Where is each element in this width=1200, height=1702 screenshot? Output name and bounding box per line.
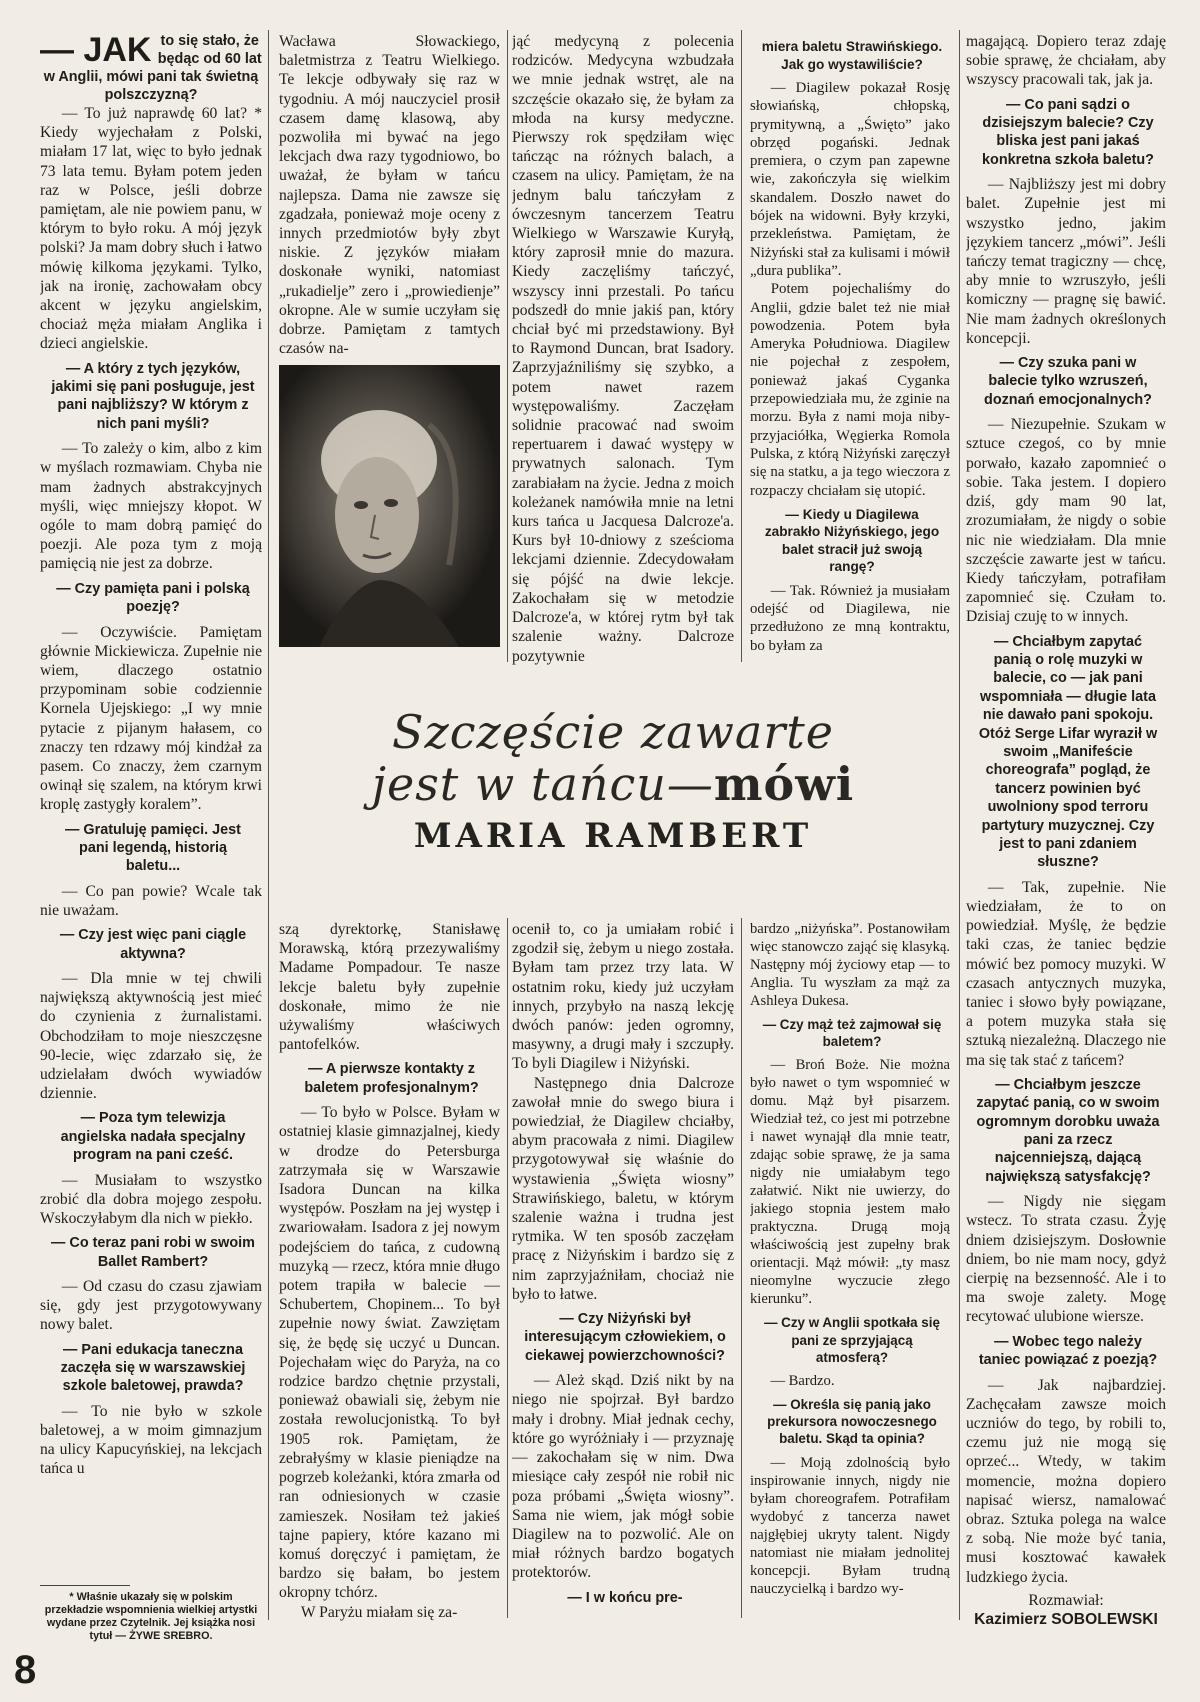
interview-answer: — Moją zdolnością było inspirowanie innych, nigdy nie byłam choreografem. Potrafiłam wydobyć z tancerza nawet najgłębiej ukryty talent. Nigdy natomiast nie miałam jednolitej koncepcji. Byłam trudną nauczycielką i bardzo wy-: [750, 1454, 950, 1597]
interview-question: — A który z tych języków, jakimi się pani posługuje, jest pani najbliższy? W którym z nich pani myśli?: [51, 360, 255, 432]
interview-answer: — Diagilew pokazał Rosję słowiańską, chłopską, prymitywną, a „Święto” jako obrzęd pogański. Jednak premiera, o czym pan zapewne wie, zakończyła się wielkim skandalem. Doszło nawet do bójek na widowni. Były krzyki, przekleństwa. Pamiętam, że Niżyński stał za kulisami i mówił „dura publika”.: [750, 80, 950, 279]
column-rule: [507, 918, 508, 1618]
page-number: 8: [14, 1648, 37, 1692]
footnote-rule: [40, 1585, 130, 1586]
headline: [268, 706, 958, 856]
headline-line-2: [268, 758, 958, 810]
column-5: [966, 32, 1166, 1692]
interviewer-name: Kazimierz SOBOLEWSKI: [974, 1610, 1158, 1628]
column-rule: [741, 30, 742, 662]
interview-question: — Chciałbym zapytać panią o rolę muzyki w balecie, co — jak pani wspomniała — długie lata nie dawało pani spokoju. Otóż Serge Lifar wyraził w swoim „Manifeście choreografa” pogląd, że tancerz powinien być uwolniony spod terroru partytury muzycznej. Czy jest to pani zdaniem słuszne?: [978, 633, 1158, 871]
headline-dash: —: [666, 757, 714, 811]
headline-said: mówi: [713, 757, 855, 811]
column-4: [750, 32, 950, 680]
lead-word: — JAK: [40, 32, 152, 69]
column-3: [512, 32, 734, 668]
interview-question: — Czy mąż też zajmował się baletem?: [762, 1017, 942, 1050]
headline-line-2-text: jest w tańcu: [371, 757, 667, 811]
column-rule: [741, 918, 742, 1618]
interview-question: — Czy pamięta pani i polską poezję?: [56, 580, 250, 616]
interview-question: — Kiedy u Diagilewa zabrakło Niżyńskiego, jego balet stracił już swoją rangę?: [764, 506, 940, 575]
column-rule: [507, 30, 508, 662]
interview-answer: — To już naprawdę 60 lat? * Kiedy wyjechałam z Polski, miałam 17 lat, więc to było jednak 73 lata temu. Byłam potem jeden raz w Polsce, jeśli dobrze pamiętam, ale nie powiem panu, w którym to było roku. A mój język polski? Ja mam dobry słuch i łatwo mówię kilkoma językami. Tylko, jak na ironię, zachowałam obcy akcent w języku angielskim, chociaż męża miałam Anglika i dzieci angielskie.: [40, 105, 262, 353]
interview-question: — Co teraz pani robi w swoim Ballet Rambert?: [51, 1235, 255, 1270]
interview-answer: — To było w Polsce. Byłam w ostatniej klasie gimnazjalnej, kiedy w drodze do Petersburga zatrzymała się w Warszawie Isadora Duncan na kilka występów. Poszłam na jej występ i zwariowałam. Isadora z jej nowym podejściem do tańca, z cudowną muzyką — rzecz, która mnie długo potem trapiła w balecie — Schubertem, Chopinem... To był zupełnie nowy świat. Zawziętam się, że będę się uczyć u Duncan. Pojechałam więc do Paryża, na co rodzice bardzo chętnie przystali, ponieważ obawiali się, żebym nie została rewolucjonistką. To był 1905 rok. Pamiętam, że zebrałyśmy w klasie pieniądze na pogrzeb koleżanki, która zmarła od ran odniesionych w czasie zamieszek. Nosiłam też jakieś tajne papiery, które kazano mi komuś doręczyć i pamiętam, że bardzo się bałam, bo jestem okropny tchórz.: [279, 1104, 500, 1602]
interview-answer: — Tak. Również ja musiałam odejść od Diagilewa, nie przedłużono ze mną kontraktu, bo byłam za: [750, 582, 950, 654]
interview-question: — Czy w Anglii spotkała się pani ze sprzyjającą atmosferą?: [764, 1315, 940, 1365]
interview-answer: — Nigdy nie sięgam wstecz. To strata czasu. Żyję dniem dzisiejszym. Dosłownie dniem, bo nie mam nocy, gdyż cierpię na bezsenność. Ale i to ma swoje zalety. Mogę recytować ulubione wiersze.: [966, 1193, 1166, 1326]
interview-question: — Gratuluję pamięci. Jest pani legendą, historią baletu...: [65, 821, 241, 875]
interview-answer: — Najbliższy jest mi dobry balet. Zupełnie jest mi wszystko jedno, jakim językiem tancerz „mówi”. Jeśli tańczy temat tragiczny — chcę, aby mnie to wzruszyło, jeśli komiczny — pragnę się bawić. Nie mam żadnych określonych koncepcji.: [966, 176, 1166, 347]
column-7: [512, 920, 734, 1620]
interview-question: miera baletu Strawińskiego. Jak go wystawiliście?: [761, 39, 943, 72]
interview-answer: szą dyrektorkę, Stanisławę Morawską, którą przezywaliśmy Madame Pompadour. Te nasze lekcje baletu były zupełnie doskonałe, mimo że nie używaliśmy właściwych pantofelków.: [279, 921, 500, 1054]
interview-answer: Następnego dnia Dalcroze zawołał mnie do swego biura i powiedział, że Diagilew chciałby, abym pracowała z nimi. Diagilew przygotowywał się właśnie do wystawienia „Święta wiosny” Strawińskiego, baletu, w którym szalenie ważna i trudna jest rytmika. W ten sposób zaczęłam pracę z Niżyńskim i bardzo się z nim zaprzyjaźniłam, chociaż nie było to łatwe.: [512, 1074, 734, 1303]
interview-question: — I w końcu pre-: [567, 1589, 683, 1606]
interview-question: — Poza tym telewizja angielska nadała specjalny program na pani cześć.: [60, 1110, 246, 1164]
interview-question: — A pierwsze kontakty z baletem profesjonalnym?: [304, 1061, 479, 1096]
interview-answer: Wacława Słowackiego, baletmistrza z Teatru Wielkiego. Te lekcje odbywały się raz w tygodniu. A mój nauczyciel prosił czasem damę klasową, aby pozwoliła mi bywać na jego lekcjach dwa razy tygodniowo, bo uważał, że byłam w tańcu najlepsza. Dama nie zawsze się zgadzała, ponieważ moje oceny z innych przedmiotów były zbyt niskie. Z języków miałam doskonałe wyniki, natomiast „rukadielje” zero i „prowiedienje” okropne. Ale w sumie uczyłam się dobrze. Pamiętam z tamtych czasów na-: [279, 33, 500, 358]
column-8: [750, 920, 950, 1620]
column-1: [40, 32, 262, 1580]
interview-answer: — Bardzo.: [770, 1373, 835, 1390]
portrait-photo-icon: [279, 365, 500, 647]
interview-answer: — Tak, zupełnie. Nie wiedziałam, że to on powiedział. Myślę, że będzie taki czas, że taniec będzie mówić bez pomocy muzyki. W czasach antycznych muzyka, taniec i słowo były powiązane, a potem muzyka stała się sztuką niezależną. Dlaczego nie ma się tak stać z tańcem?: [966, 878, 1166, 1069]
headline-line-1: Szczęście zawarte: [391, 705, 835, 759]
interview-answer: ocenił to, co ja umiałam robić i zgodził się, żebym u niego została. Byłam tam przez trzy lata. W ostatnim roku, kiedy już uczyłam innych, przybyło na naszą lekcję dwóch panów: jeden ogromny, masywny, a drugi mały i szczupły. To byli Diagilew i Niżyński.: [512, 921, 734, 1073]
portrait-photo: [279, 365, 500, 647]
column-2: [279, 32, 500, 358]
interview-answer: bardzo „niżyńska”. Postanowiłam więc stanowczo zająć się klasyką. Następny mój życiowy etap — to Anglia. Tu wyszłam za mąż za Ashleya Dukesa.: [750, 921, 950, 1009]
interview-answer: — Ależ skąd. Dziś nikt by na niego nie spojrzał. Był bardzo mały i drobny. Miał jednak cechy, które go wyróżniały i — przyznaję — zakochałam się w nim. Dwa miesiące cały zespół nie robił nic poza próbami „Święta wiosny”. Sama nie wiem, jak mógł sobie Diagilew na to pozwolić. Ale on miał różnych bardzo bogatych protektorów.: [512, 1372, 734, 1582]
footnote: * Właśnie ukazały się w polskim przekładzie wspomnienia wielkiej artystki wydane przez Czytelnik. Jej książka nosi tytuł — ŻYWE SREBRO.: [44, 1591, 258, 1642]
interview-answer: — Dla mnie w tej chwili największą aktywnością jest mieć do czynienia z żurnalistami. Obchodziłam to moje nieszczęsne 90-lecie, więc zdarzało się, że udzielałam dwóch wywiadów dziennie.: [40, 969, 262, 1103]
interview-answer: — Oczywiście. Pamiętam głównie Mickiewicza. Zupełnie nie wiem, dlaczego ostatnio przypominam sobie codziennie Kornela Ujejskiego: „I wy mnie pytacie z pijanym hałasem, co znaczy ten rdzawy mój kindżał za pasem. Co znaczy, żem czarnym owinął się szalem, na którym krwi kroplę zastygły koralem”.: [40, 623, 262, 814]
interview-answer: — Co pan powie? Wcale tak nie uważam.: [40, 882, 262, 919]
interview-answer: W Paryżu miałam się za-: [300, 1603, 458, 1621]
interview-answer: — Musiałam to wszystko zrobić dla dobra mojego zespołu. Wskoczyłabym dla nich w piekło.: [40, 1171, 262, 1228]
interview-question: — Czy jest więc pani ciągle aktywna?: [59, 927, 247, 962]
lead-question: [40, 32, 262, 104]
interview-question: — Czy szuka pani w balecie tylko wzruszeń, doznań emocjonalnych?: [984, 355, 1152, 408]
headline-name: MARIA RAMBERT: [413, 816, 813, 856]
column-6: [279, 920, 500, 1690]
interview-question: — Wobec tego należy taniec powiązać z poezją?: [978, 1333, 1158, 1369]
interview-answer: jąć medycyną z polecenia rodziców. Medycyna wzbudzała we mnie jednak wstręt, ale na szczęście okazało się, że byłam za młoda na kursy medyczne. Pierwszy rok spędziłam więc tańcząc na różnych balach, a czasem na ulicy. Pamiętam, że na jednym balu tańczyłam z ówczesnym tancerzem Teatru Wielkiego w Warszawie Kuryłą, który zaprosił mnie do mazura. Kiedy zaczęliśmy tańczyć, wszyscy inni przestali. Po tańcu podszedł do mnie jakiś pan, który chciał być mi przedstawiony. Był to Raymond Duncan, brat Isadory. Zaprzyjaźniliśmy się szybko, a potem nawet razem występowaliśmy. Zaczęłam solidnie pracować nad swoim repertuarem i dawać występy w prywatnych salonach. Tym zarabiałam na życie. Jedna z moich koleżanek namówiła mnie na letni kurs tańca u Jacquesa Dalcroze'a. Kurs był 10-dniowy z sześcioma lekcjami dziennie. Zdecydowałam się pójść na dwie lekcje. Zakochałam się w metodzie Dalcroze'a, w której rytm był tak szalenie ważny. Dalcroze pozytywnie: [512, 33, 734, 665]
interview-question: — Chciałbym jeszcze zapytać panią, co w swoim ogromnym dorobku uważa pani za rzecz najcenniejszą, dającą największą satysfakcję?: [976, 1076, 1160, 1185]
interview-question: — Określa się panią jako prekursora nowoczesnego baletu. Skąd ta opinia?: [767, 1397, 937, 1447]
lead-question-text: to się stało, że będąc od 60 lat w Anglii, mówi pani tak świetną polszczyzną?: [43, 33, 262, 103]
interviewer-label: Rozmawiał:: [1028, 1591, 1104, 1609]
interview-answer: — Niezupełnie. Szukam w sztuce czegoś, co by mnie porwało, kazało zapomnieć o sobie. Taka jestem. I dopiero dziś, gdy mam 90 lat, zrozumiałam, że nigdy o sobie nic nie wiedziałam. Dla mnie szczęście zawarte jest w tańcu. Kiedy tańczyłam, potrafiłam zapomnieć się. Czułam to. Dzisiaj czuję to w innych.: [966, 416, 1166, 626]
interview-answer: — Jak najbardziej. Zachęcałam zawsze moich uczniów do tego, by robili to, czemu już nie mogą się oprzeć... Wtedy, w takim momencie, można dopiero napisać wiersz, namalować obraz. Sztuka polega na walce z sobą. Nie może być tania, musi kosztować kawałek ludzkiego życia.: [966, 1376, 1166, 1586]
interview-question: — Pani edukacja taneczna zaczęła się w warszawskiej szkole baletowej, prawda?: [60, 1341, 246, 1395]
interview-answer: — To zależy o kim, albo z kim w myślach rozmawiam. Chyba nie mam żadnych abstrakcyjnych myśli, więc mniejszy kłopot. W ogóle to mam dobrą pamięć do poezji. Ale poza tym z moją pamięcią nie jest za dobrze.: [40, 440, 262, 573]
interview-question: — Czy Niżyński był interesującym człowiekiem, o ciekawej powierzchowności?: [524, 1311, 726, 1364]
interview-answer: magającą. Dopiero teraz zdaję sobie sprawę, że chciałam, aby wszyscy pracowali tak, jak ja.: [966, 33, 1166, 89]
interview-answer: — Broń Boże. Nie można było nawet o tym wspomnieć w domu. Mąż był pisarzem. Wiedział też, co jest mi potrzebne i nawet wynajął dla mnie teatr, zdając sobie sprawę, że ja sama nigdy nie umiałabym tego załatwić. Nikt nie uwierzy, do jakiego stopnia jestem mało praktyczna. Drugą moją właściwością jest zupełny brak orientacji. Mąż mówił: „ty masz nieomylne wyczucie złego kierunku”.: [750, 1057, 950, 1308]
interview-answer: — To nie było w szkole baletowej, a w moim gimnazjum na ulicy Kapucyńskiej, na lekcjach tańca u: [40, 1402, 262, 1478]
column-rule: [959, 30, 960, 1620]
interview-answer: Potem pojechaliśmy do Anglii, gdzie balet też nie miał powodzenia. Potem była Ameryka Południowa. Diagilew nie pojechał z zespołem, ponieważ jakaś Cyganka przepowiedziała mu, że zginie na morzu. Była z nami moja niby-przyjaciółka, Węgierka Romola Pulska, z którą Niżyński zaręczył się na statku, a ja tego wieczora z rozpaczy chciałam się utopić.: [750, 281, 950, 499]
interview-question: — Co pani sądzi o dzisiejszym balecie? Czy bliska jest pani jakaś konkretna szkoła baletu?: [982, 96, 1154, 168]
interview-answer: — Od czasu do czasu zjawiam się, gdy jest przygotowywany nowy balet.: [40, 1278, 262, 1334]
